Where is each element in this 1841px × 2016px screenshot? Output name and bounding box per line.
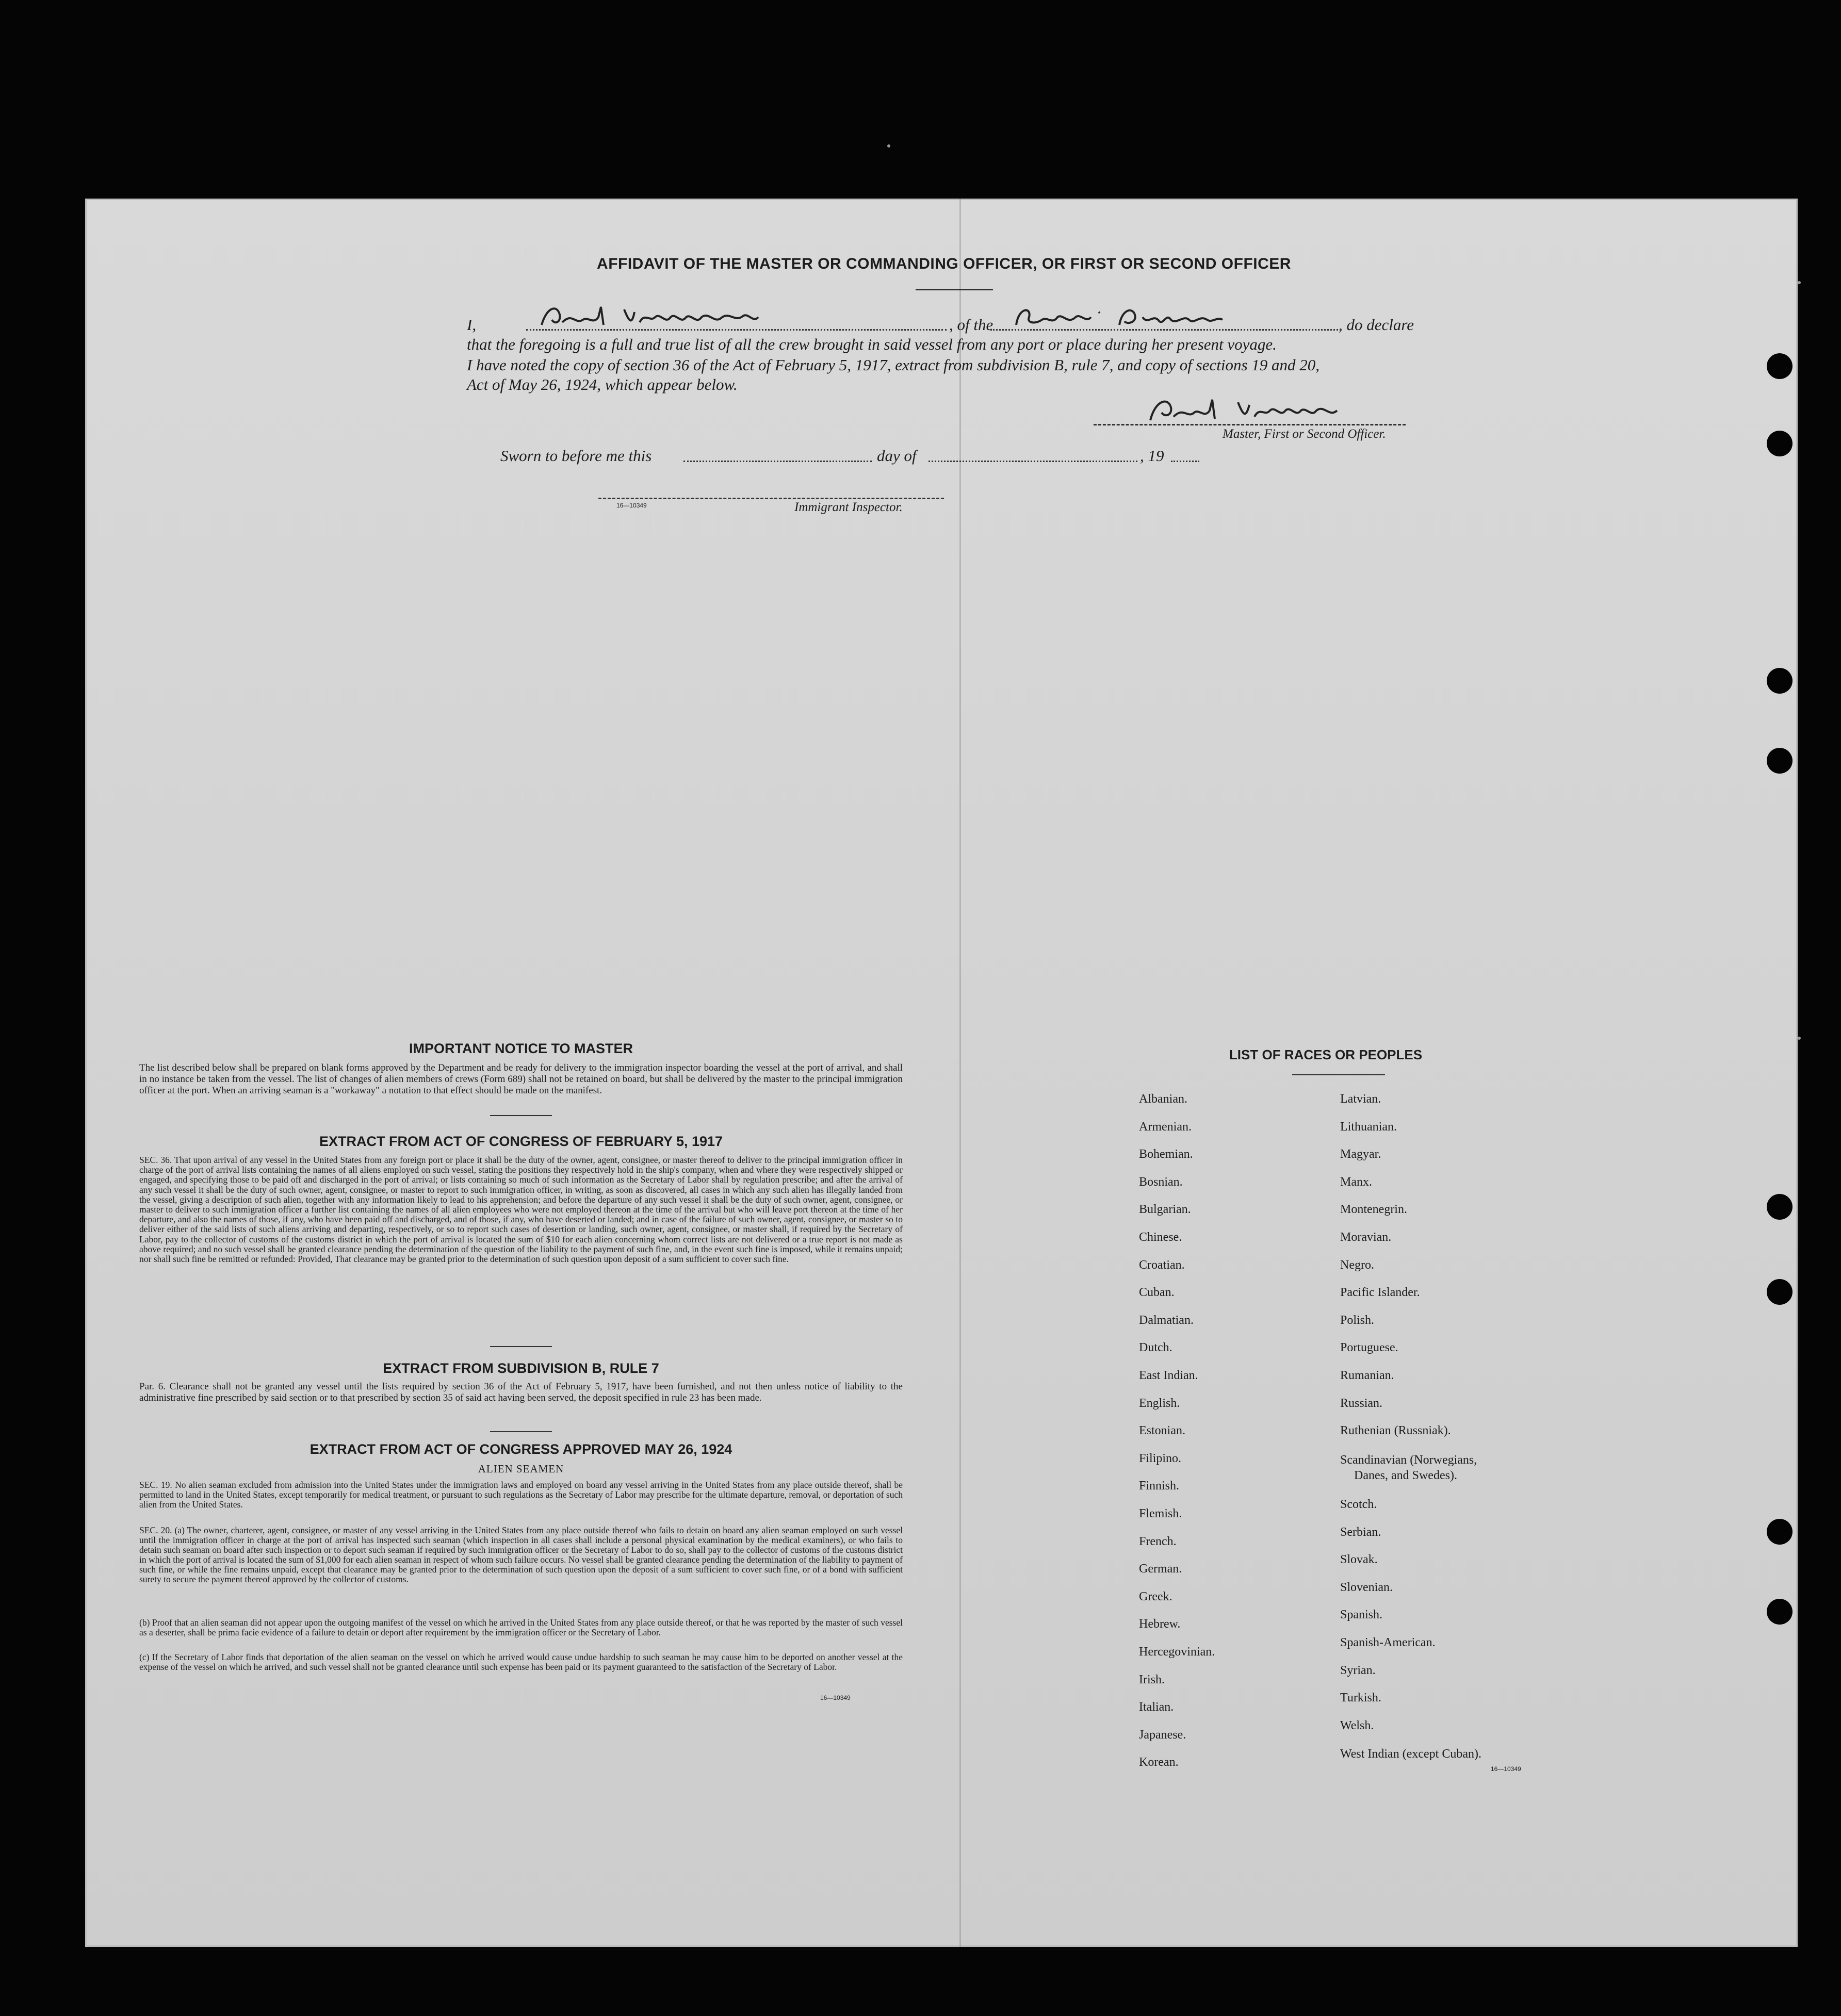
race-item: Negro.	[1340, 1258, 1374, 1272]
race-item: Dutch.	[1139, 1341, 1172, 1355]
race-item: Spanish.	[1340, 1608, 1383, 1621]
races-title-rule	[1292, 1074, 1385, 1075]
speck	[887, 144, 890, 147]
race-item: Portuguese.	[1340, 1341, 1398, 1354]
race-item: Bosnian.	[1139, 1175, 1183, 1189]
race-item: Scotch.	[1340, 1498, 1377, 1511]
race-item: Danes, and Swedes).	[1354, 1469, 1457, 1482]
race-item: Dalmatian.	[1139, 1313, 1194, 1327]
sworn-month-field	[928, 461, 1137, 462]
race-item: Scandinavian (Norwegians,	[1340, 1453, 1477, 1467]
extract-1917-text: SEC. 36. That upon arrival of any vessel in the United States from any foreign port or place it shall be the duty of the owner, agent, consignee, or master thereof to deliver to the principal immigration officer in charge of the port of arrival lists containing the names of all aliens employed on such vessel, stating the positions they respectively hold in the ship's company, when and where they were respectively shipped or engaged, and specifying those to be paid off and discharged in the port of arrival; or lists containing so much of such information as the Secretary of Labor shall by regulation prescribe; and after the arrival of any such vessel it shall be the duty of such owner, agent, consignee, or master to report to such immigration officer, in writing, as soon as discovered, all cases in which any such alien has illegally landed from the vessel, giving a description of such alien, together with any information likely to lead to his apprehension; and before the departure of any such vessel it shall be the duty of such owner, agent, consignee, or master to deliver to such immigration officer a further list containing the names of all alien employees who were not employed thereon at the time of the arrival but who will leave port thereon at the time of her departure, and also the names of those, if any, who have been paid off and discharged, and of those, if any, who have deserted or landed; and in case of the failure of such owner, agent, consignee, or master so to deliver either of the said lists of such aliens arriving and departing, respectively, or so to report such cases of desertion or landing, such owner, agent, consignee, or master shall, if required by the Secretary of Labor, pay to the collector of customs of the customs district in which the port of arrival is located the sum of $10 for each alien concerning whom correct lists are not delivered or a true report is not made as above required; and no such vessel shall be granted clearance pending the determination of the question of the liability to the payment of such fine, and, in the event such fine is imposed, while it remains unpaid; nor shall such fine be remitted or refunded: Provided, That clearance may be granted prior to the determination of such question upon deposit of a sum sufficient to cover such fine.	[139, 1155, 903, 1265]
sec20b-text: (b) Proof that an alien seaman did not appear upon the outgoing manifest of the vessel on which he arrived in the United States from any place outside thereof, or that he was reported by the master of such vessel as a deserter, shall be prima facie evidence of a failure to detain or deport after requirement by the immigration officer or the Secretary of Labor.	[139, 1617, 903, 1637]
race-item: Rumanian.	[1340, 1369, 1394, 1382]
race-item: Pacific Islander.	[1340, 1286, 1420, 1299]
race-item: Polish.	[1340, 1314, 1375, 1327]
races-form-number: 16—10349	[1491, 1765, 1521, 1773]
affidavit-line-3: I have noted the copy of section 36 of the Act of February 5, 1917, extract from subdivision B, rule 7, and copy of sections 19 and 20,	[467, 356, 1320, 374]
extract-rule7-rule	[490, 1431, 552, 1432]
punch-hole	[1767, 1519, 1793, 1545]
sworn-text: Sworn to before me this	[500, 447, 652, 465]
inspector-signature-line	[598, 498, 944, 499]
race-item: Italian.	[1139, 1700, 1174, 1714]
punch-hole	[1767, 1599, 1793, 1625]
race-item: Chinese.	[1139, 1231, 1182, 1244]
notice-text: The list described below shall be prepared on blank forms approved by the Department and be ready for delivery to the immigration inspector boarding the vessel at the port of arrival, and shall in no instance be taken from the vessel. The list of changes of alien members of crews (Form 689) shall not be retained on board, but shall be delivered by the master to the principal immigration officer at the port. When an arriving seaman is a "workaway" a notation to that effect should be made on the manifest.	[139, 1062, 903, 1096]
extract-rule7-title: EXTRACT FROM SUBDIVISION B, RULE 7	[383, 1361, 659, 1376]
race-item: Turkish.	[1340, 1691, 1381, 1704]
extract-1917-rule	[490, 1346, 552, 1347]
extract-rule7-text: Par. 6. Clearance shall not be granted any vessel until the lists required by section 36 of the Act of February 5, 1917, have been furnished, and not then unless notice of liability to the administrative fine prescribed by said section or to that prescribed by section 35 of said act having been served, the deposit specified in rule 23 has been made.	[139, 1381, 903, 1403]
declarant-signature	[536, 302, 805, 333]
race-item: Latvian.	[1340, 1092, 1381, 1106]
extract-1924-title: EXTRACT FROM ACT OF CONGRESS APPROVED MAY 26, 1924	[309, 1441, 732, 1457]
race-item: German.	[1139, 1562, 1182, 1576]
race-item: Welsh.	[1340, 1719, 1374, 1732]
notice-rule	[490, 1115, 552, 1116]
notice-title: IMPORTANT NOTICE TO MASTER	[409, 1041, 633, 1056]
vessel-name-handwriting	[1011, 302, 1259, 333]
sworn-year-field	[1171, 461, 1199, 462]
declare-suffix: , do declare	[1339, 316, 1414, 334]
race-item: Hercegovinian.	[1139, 1645, 1215, 1659]
speck	[1798, 281, 1801, 284]
master-signature	[1140, 392, 1357, 428]
race-item: Bulgarian.	[1139, 1203, 1191, 1217]
inspector-caption: Immigrant Inspector.	[794, 500, 903, 514]
race-item: Magyar.	[1340, 1148, 1381, 1161]
declarant-prefix: I,	[467, 316, 477, 334]
affidavit-form-number: 16—10349	[616, 502, 647, 509]
sworn-day-of: day of	[877, 447, 917, 465]
race-item: Albanian.	[1139, 1092, 1187, 1106]
race-item: French.	[1139, 1534, 1177, 1548]
affidavit-line-2: that the foregoing is a full and true list of all the crew brought in said vessel from any port or place during her present voyage.	[467, 335, 1277, 353]
punch-hole	[1767, 748, 1793, 774]
race-item: Lithuanian.	[1340, 1120, 1397, 1134]
race-item: Cuban.	[1139, 1286, 1175, 1300]
race-item: Flemish.	[1139, 1507, 1182, 1520]
alien-seamen-subtitle: ALIEN SEAMEN	[478, 1463, 564, 1475]
race-item: Irish.	[1139, 1673, 1165, 1686]
sworn-year-prefix: , 19	[1140, 447, 1164, 465]
title-rule	[916, 289, 993, 290]
race-item: Bohemian.	[1139, 1148, 1193, 1161]
sworn-day-field	[683, 461, 872, 462]
speck	[1798, 1037, 1801, 1040]
notice-form-number: 16—10349	[820, 1694, 851, 1701]
race-item: Estonian.	[1139, 1424, 1185, 1438]
sec19-text: SEC. 19. No alien seaman excluded from admission into the United States under the immigration laws and employed on board any vessel arriving in the United States from any place outside thereof, shall be permitted to land in the United States, except temporarily for medical treatment, or pursuant to such regulations as the Secretary of Labor may prescribe for the ultimate departure, removal, or deportation of such alien from the United States.	[139, 1480, 903, 1510]
race-item: English.	[1139, 1396, 1180, 1410]
race-item: Greek.	[1139, 1589, 1172, 1603]
race-item: Croatian.	[1139, 1258, 1185, 1272]
race-item: Moravian.	[1340, 1231, 1392, 1244]
race-item: Slovak.	[1340, 1553, 1378, 1566]
race-item: Armenian.	[1139, 1120, 1192, 1134]
races-title: LIST OF RACES OR PEOPLES	[1229, 1047, 1423, 1062]
signature-caption: Master, First or Second Officer.	[1223, 427, 1386, 441]
punch-hole	[1767, 668, 1793, 694]
extract-1917-title: EXTRACT FROM ACT OF CONGRESS OF FEBRUARY 5, 1917	[319, 1134, 723, 1149]
race-item: Serbian.	[1340, 1526, 1381, 1539]
vessel-prefix: , of the	[949, 316, 993, 334]
affidavit-line-4: Act of May 26, 1924, which appear below.	[467, 375, 738, 394]
punch-hole	[1767, 353, 1793, 379]
affidavit-title: AFFIDAVIT OF THE MASTER OR COMMANDING OFFICER, OR FIRST OR SECOND OFFICER	[597, 255, 1291, 272]
race-item: Finnish.	[1139, 1479, 1180, 1493]
race-item: Japanese.	[1139, 1728, 1186, 1742]
race-item: Korean.	[1139, 1756, 1179, 1769]
race-item: Russian.	[1340, 1397, 1383, 1410]
sec20a-text: SEC. 20. (a) The owner, charterer, agent, consignee, or master of any vessel arriving in the United States from any place outside thereof who fails to detain on board any alien seaman employed on such vessel until the immigration officer in charge at the port of arrival has inspected such seaman (which inspection in all cases shall include a personal physical examination by the medical examiners), or who fails to detain such seaman on board after such inspection or to deport such seaman if required by such immigration officer or the Secretary of Labor to do so, shall pay to the collector of customs of the customs district in which the port of arrival is located the sum of $1,000 for each alien seaman in respect of whom such failure occurs. No vessel shall be granted clearance pending the determination of the liability to payment of such fine, or while the fine remains unpaid, except that clearance may be granted prior to the determination of such question upon the deposit of a sum sufficient to cover such fine, or of a bond with sufficient surety to secure the payment thereof approved by the collector of customs.	[139, 1525, 903, 1584]
race-item: Montenegrin.	[1340, 1203, 1407, 1216]
punch-hole	[1767, 1194, 1793, 1220]
race-item: Hebrew.	[1139, 1617, 1181, 1631]
race-item: Syrian.	[1340, 1664, 1376, 1677]
race-item: Spanish-American.	[1340, 1636, 1436, 1649]
punch-hole	[1767, 431, 1793, 456]
punch-hole	[1767, 1279, 1793, 1305]
race-item: West Indian (except Cuban).	[1340, 1747, 1481, 1761]
master-signature-line	[1094, 424, 1406, 425]
race-item: Filipino.	[1139, 1451, 1182, 1465]
race-item: Ruthenian (Russniak).	[1340, 1424, 1451, 1437]
sec20c-text: (c) If the Secretary of Labor finds that deportation of the alien seaman on the vessel on which he arrived would cause undue hardship to such seaman he may cause him to be deported on another vessel at the expense of the vessel on which he arrived, and such vessel shall not be granted clearance until such expense has been paid or its payment guaranteed to the satisfaction of the Secretary of Labor.	[139, 1652, 903, 1672]
race-item: East Indian.	[1139, 1369, 1198, 1382]
race-item: Manx.	[1340, 1175, 1372, 1189]
race-item: Slovenian.	[1340, 1581, 1393, 1594]
